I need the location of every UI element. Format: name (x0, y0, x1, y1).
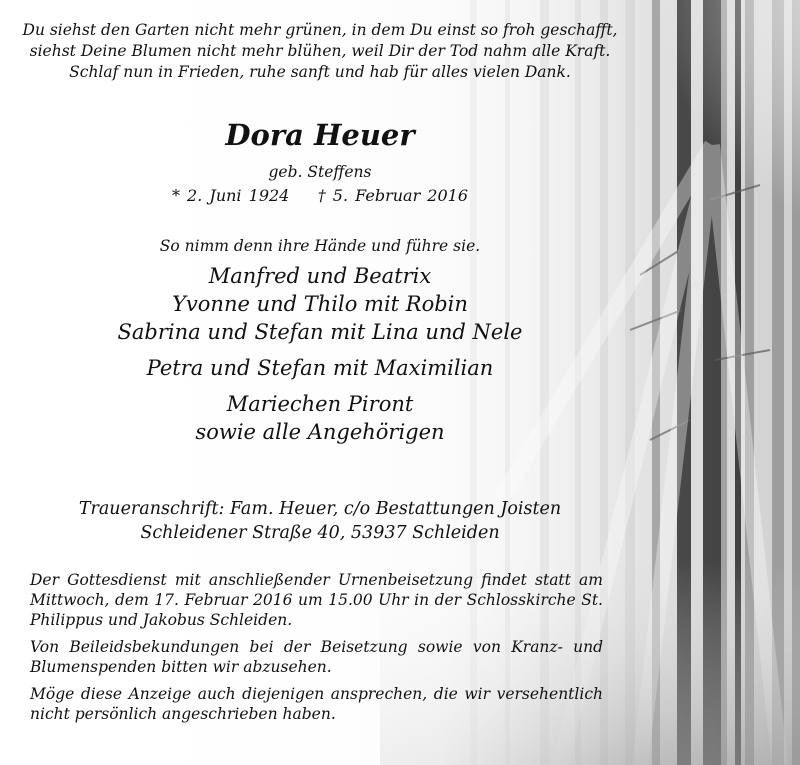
mourner-line: Yvonne und Thilo mit Robin (172, 292, 468, 316)
closing-notice: Möge diese Anzeige auch diejenigen ansprechen, die wir versehentlich nicht persönlich angeschrieben haben. (30, 685, 603, 723)
mourner-line: Sabrina und Stefan mit Lina und Nele (117, 320, 523, 344)
poem-line: Schlaf nun in Frieden, ruhe sanft und hab für alles vielen Dank. (69, 63, 571, 81)
poem (0, 20, 640, 83)
verse: So nimm denn ihre Hände und führe sie. (159, 237, 481, 255)
death-date: † 5. Februar 2016 (317, 186, 469, 205)
mourner-line: Mariechen Piront (226, 392, 414, 416)
mourning-address (0, 497, 640, 545)
condolence-notice: Von Beileidsbekundungen bei der Beisetzung sowie von Kranz- und Blumenspenden bitten wir abzusehen. (30, 638, 603, 676)
poem-line: siehst Deine Blumen nicht mehr blühen, weil Dir der Tod nahm alle Kraft. (29, 42, 611, 60)
mourners-list (0, 262, 640, 446)
maiden-name: geb. Steffens (268, 163, 372, 181)
address-line: Schleidener Straße 40, 53937 Schleiden (140, 523, 500, 543)
life-dates (0, 186, 640, 205)
mourner-line: Petra und Stefan mit Maximilian (146, 356, 494, 380)
deceased-name: Dora Heuer (225, 118, 415, 152)
address-line: Traueranschrift: Fam. Heuer, c/o Bestattungen Joisten (78, 499, 562, 519)
mourner-line: sowie alle Angehörigen (195, 420, 445, 444)
service-notice: Der Gottesdienst mit anschließender Urnenbeisetzung findet statt am Mittwoch, dem 17. Februar 2016 um 15.00 Uhr in der Schlosskirche St. Philippus und Jakobus Schleiden. (30, 571, 603, 629)
notices (30, 570, 603, 731)
poem-line: Du siehst den Garten nicht mehr grünen, in dem Du einst so froh geschafft, (22, 21, 618, 39)
birth-date: * 2. Juni 1924 (171, 186, 290, 205)
mourner-line: Manfred und Beatrix (208, 264, 432, 288)
